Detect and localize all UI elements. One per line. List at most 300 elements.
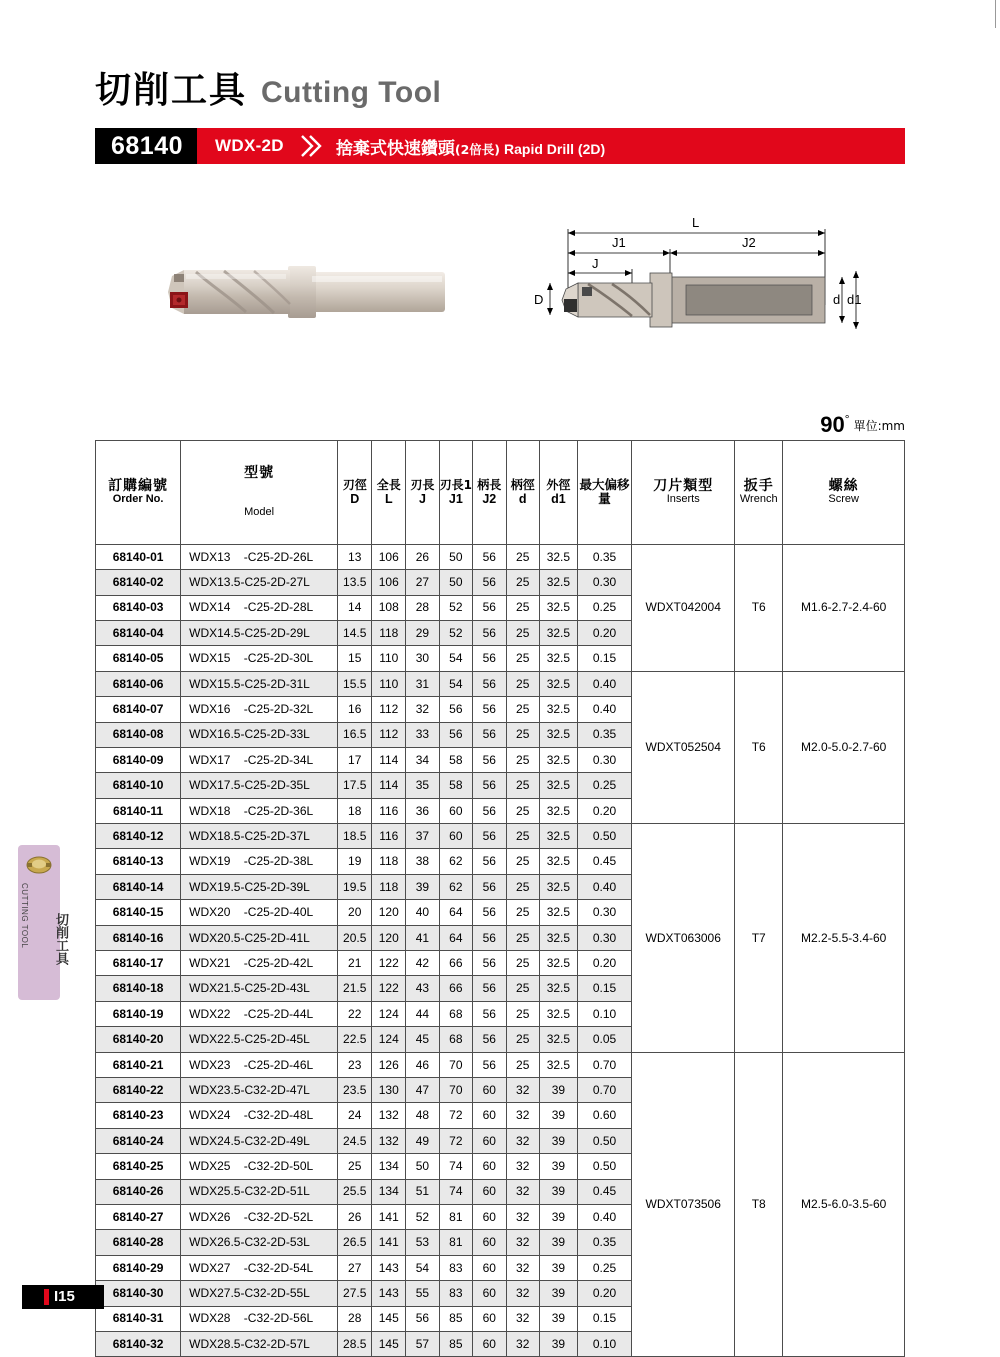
header-L-sym: L bbox=[384, 491, 393, 506]
cell-J: 45 bbox=[406, 1027, 439, 1052]
cell-J2: 60 bbox=[473, 1103, 506, 1128]
cell-order: 68140-26 bbox=[96, 1179, 181, 1204]
cell-J1: 52 bbox=[439, 620, 472, 645]
cell-L: 141 bbox=[372, 1230, 406, 1255]
dim-label-D: D bbox=[534, 292, 544, 307]
cell-L: 118 bbox=[372, 849, 406, 874]
cell-order: 68140-09 bbox=[96, 747, 181, 772]
cell-J: 48 bbox=[406, 1103, 439, 1128]
cell-model: WDX15 -C25-2D-30L bbox=[181, 646, 338, 671]
cell-D: 22.5 bbox=[338, 1027, 372, 1052]
cell-D: 27.5 bbox=[338, 1281, 372, 1306]
cell-d: 32 bbox=[506, 1281, 539, 1306]
cell-off: 0.10 bbox=[577, 1001, 632, 1026]
cell-J: 52 bbox=[406, 1204, 439, 1229]
header-inserts bbox=[632, 441, 735, 545]
cell-off: 0.70 bbox=[577, 1078, 632, 1103]
cell-d: 25 bbox=[506, 798, 539, 823]
page-title-en: Cutting Tool bbox=[261, 76, 442, 109]
cell-J: 51 bbox=[406, 1179, 439, 1204]
cell-d1: 32.5 bbox=[539, 646, 577, 671]
cell-d: 25 bbox=[506, 1027, 539, 1052]
cell-L: 118 bbox=[372, 874, 406, 899]
cell-J2: 56 bbox=[473, 671, 506, 696]
cell-J2: 60 bbox=[473, 1204, 506, 1229]
cell-model: WDX20 -C25-2D-40L bbox=[181, 900, 338, 925]
cell-J2: 56 bbox=[473, 900, 506, 925]
cell-d: 32 bbox=[506, 1255, 539, 1280]
cell-J2: 56 bbox=[473, 544, 506, 569]
cell-J2: 56 bbox=[473, 976, 506, 1001]
cell-off: 0.35 bbox=[577, 1230, 632, 1255]
cell-L: 120 bbox=[372, 925, 406, 950]
cell-order: 68140-29 bbox=[96, 1255, 181, 1280]
cell-order: 68140-18 bbox=[96, 976, 181, 1001]
cell-J1: 64 bbox=[439, 925, 472, 950]
cell-D: 17.5 bbox=[338, 773, 372, 798]
header-J bbox=[406, 441, 439, 545]
cell-J1: 70 bbox=[439, 1052, 472, 1077]
cell-J2: 56 bbox=[473, 798, 506, 823]
cell-d1: 32.5 bbox=[539, 1052, 577, 1077]
cell-J1: 62 bbox=[439, 874, 472, 899]
cell-D: 25.5 bbox=[338, 1179, 372, 1204]
cell-L: 145 bbox=[372, 1306, 406, 1331]
cell-d1: 39 bbox=[539, 1331, 577, 1356]
cell-screw: M1.6-2.7-2.4-60 bbox=[783, 544, 905, 671]
cell-d: 32 bbox=[506, 1078, 539, 1103]
cell-J2: 56 bbox=[473, 722, 506, 747]
cell-d1: 32.5 bbox=[539, 722, 577, 747]
cell-J1: 52 bbox=[439, 595, 472, 620]
cell-D: 18.5 bbox=[338, 824, 372, 849]
cell-J2: 56 bbox=[473, 1027, 506, 1052]
series-header-bar bbox=[95, 128, 905, 164]
cell-D: 16 bbox=[338, 697, 372, 722]
header-screw-en: Screw bbox=[828, 493, 859, 506]
product-photo bbox=[150, 250, 480, 350]
cell-off: 0.35 bbox=[577, 544, 632, 569]
cell-d1: 32.5 bbox=[539, 874, 577, 899]
cell-D: 18 bbox=[338, 798, 372, 823]
header-order-no-cn: 訂購編號 bbox=[108, 477, 169, 494]
cell-J: 39 bbox=[406, 874, 439, 899]
cell-d: 25 bbox=[506, 570, 539, 595]
cell-d1: 39 bbox=[539, 1230, 577, 1255]
cell-order: 68140-10 bbox=[96, 773, 181, 798]
cell-L: 114 bbox=[372, 747, 406, 772]
cell-d: 25 bbox=[506, 976, 539, 1001]
cell-d: 25 bbox=[506, 900, 539, 925]
cell-J2: 56 bbox=[473, 824, 506, 849]
cell-L: 118 bbox=[372, 620, 406, 645]
cell-off: 0.40 bbox=[577, 1204, 632, 1229]
header-L bbox=[372, 441, 406, 545]
cell-d1: 32.5 bbox=[539, 697, 577, 722]
cell-D: 28 bbox=[338, 1306, 372, 1331]
cell-d: 32 bbox=[506, 1154, 539, 1179]
cell-model: WDX27 -C32-2D-54L bbox=[181, 1255, 338, 1280]
header-model bbox=[181, 441, 338, 545]
cell-model: WDX16 -C25-2D-32L bbox=[181, 697, 338, 722]
cell-order: 68140-17 bbox=[96, 951, 181, 976]
cell-J: 53 bbox=[406, 1230, 439, 1255]
cell-d1: 39 bbox=[539, 1255, 577, 1280]
cell-J1: 54 bbox=[439, 646, 472, 671]
cell-L: 108 bbox=[372, 595, 406, 620]
cell-model: WDX21.5-C25-2D-43L bbox=[181, 976, 338, 1001]
cell-d1: 39 bbox=[539, 1306, 577, 1331]
cell-J2: 56 bbox=[473, 773, 506, 798]
cell-J2: 56 bbox=[473, 951, 506, 976]
dim-label-J2: J2 bbox=[742, 235, 756, 250]
cell-d: 32 bbox=[506, 1179, 539, 1204]
cell-J: 40 bbox=[406, 900, 439, 925]
cell-order: 68140-08 bbox=[96, 722, 181, 747]
cell-D: 21.5 bbox=[338, 976, 372, 1001]
dim-label-d1: d1 bbox=[847, 292, 862, 307]
cell-model: WDX14 -C25-2D-28L bbox=[181, 595, 338, 620]
cell-J1: 85 bbox=[439, 1331, 472, 1356]
header-J1-cn: 刃長1 bbox=[439, 478, 473, 493]
cell-J1: 81 bbox=[439, 1230, 472, 1255]
cell-order: 68140-28 bbox=[96, 1230, 181, 1255]
cell-model: WDX26 -C32-2D-52L bbox=[181, 1204, 338, 1229]
cell-model: WDX28 -C32-2D-56L bbox=[181, 1306, 338, 1331]
cell-J: 32 bbox=[406, 697, 439, 722]
cell-d1: 32.5 bbox=[539, 976, 577, 1001]
cell-J2: 60 bbox=[473, 1230, 506, 1255]
dim-label-J1: J1 bbox=[612, 235, 626, 250]
cell-d1: 32.5 bbox=[539, 570, 577, 595]
cell-off: 0.20 bbox=[577, 620, 632, 645]
cell-J2: 60 bbox=[473, 1128, 506, 1153]
cell-model: WDX19 -C25-2D-38L bbox=[181, 849, 338, 874]
cell-J1: 54 bbox=[439, 671, 472, 696]
cell-off: 0.60 bbox=[577, 1103, 632, 1128]
cell-d1: 39 bbox=[539, 1078, 577, 1103]
cell-L: 106 bbox=[372, 570, 406, 595]
header-wrench bbox=[735, 441, 783, 545]
header-inserts-cn: 刀片類型 bbox=[653, 477, 714, 494]
cell-J: 50 bbox=[406, 1154, 439, 1179]
cell-model: WDX22.5-C25-2D-45L bbox=[181, 1027, 338, 1052]
header-order-no-en: Order No. bbox=[112, 493, 164, 506]
cell-model: WDX26.5-C32-2D-53L bbox=[181, 1230, 338, 1255]
dim-label-L: L bbox=[692, 215, 700, 230]
cell-d: 32 bbox=[506, 1230, 539, 1255]
cell-d1: 32.5 bbox=[539, 544, 577, 569]
cell-J1: 62 bbox=[439, 849, 472, 874]
cell-off: 0.20 bbox=[577, 1281, 632, 1306]
cell-d: 25 bbox=[506, 595, 539, 620]
table-row bbox=[96, 1052, 905, 1077]
header-max-offset bbox=[577, 441, 632, 545]
cell-model: WDX19.5-C25-2D-39L bbox=[181, 874, 338, 899]
dim-label-J: J bbox=[592, 256, 599, 271]
cell-J2: 56 bbox=[473, 747, 506, 772]
cell-order: 68140-07 bbox=[96, 697, 181, 722]
cell-D: 22 bbox=[338, 1001, 372, 1026]
cell-screw: M2.5-6.0-3.5-60 bbox=[783, 1052, 905, 1357]
cell-J1: 68 bbox=[439, 1001, 472, 1026]
cell-J: 33 bbox=[406, 722, 439, 747]
cell-J1: 58 bbox=[439, 747, 472, 772]
cell-order: 68140-21 bbox=[96, 1052, 181, 1077]
cell-d1: 39 bbox=[539, 1204, 577, 1229]
cell-order: 68140-15 bbox=[96, 900, 181, 925]
cell-J: 37 bbox=[406, 824, 439, 849]
cell-L: 122 bbox=[372, 976, 406, 1001]
cell-model: WDX21 -C25-2D-42L bbox=[181, 951, 338, 976]
cell-J: 54 bbox=[406, 1255, 439, 1280]
cell-D: 24 bbox=[338, 1103, 372, 1128]
header-screw-cn: 螺絲 bbox=[828, 477, 859, 494]
header-J-sym: J bbox=[418, 491, 426, 506]
cell-model: WDX16.5-C25-2D-33L bbox=[181, 722, 338, 747]
cell-L: 126 bbox=[372, 1052, 406, 1077]
cell-J1: 58 bbox=[439, 773, 472, 798]
cell-d: 25 bbox=[506, 1052, 539, 1077]
cell-off: 0.20 bbox=[577, 798, 632, 823]
cell-J: 42 bbox=[406, 951, 439, 976]
cell-model: WDX13.5-C25-2D-27L bbox=[181, 570, 338, 595]
cell-model: WDX17 -C25-2D-34L bbox=[181, 747, 338, 772]
cell-d1: 32.5 bbox=[539, 798, 577, 823]
specification-table bbox=[95, 440, 905, 1357]
cell-J2: 60 bbox=[473, 1281, 506, 1306]
cell-d: 25 bbox=[506, 824, 539, 849]
cell-J2: 56 bbox=[473, 595, 506, 620]
cell-order: 68140-22 bbox=[96, 1078, 181, 1103]
header-order-no bbox=[96, 441, 181, 545]
cell-order: 68140-16 bbox=[96, 925, 181, 950]
cell-D: 15 bbox=[338, 646, 372, 671]
cell-D: 19 bbox=[338, 849, 372, 874]
cell-wrench: T6 bbox=[735, 671, 783, 823]
cell-J2: 56 bbox=[473, 570, 506, 595]
cell-order: 68140-03 bbox=[96, 595, 181, 620]
header-inserts-en: Inserts bbox=[666, 493, 700, 506]
cell-J: 31 bbox=[406, 671, 439, 696]
cell-model: WDX14.5-C25-2D-29L bbox=[181, 620, 338, 645]
cell-order: 68140-25 bbox=[96, 1154, 181, 1179]
cell-J2: 56 bbox=[473, 925, 506, 950]
cell-order: 68140-31 bbox=[96, 1306, 181, 1331]
cell-d: 32 bbox=[506, 1306, 539, 1331]
cell-J2: 60 bbox=[473, 1154, 506, 1179]
page-title-cn: 切削工具 bbox=[95, 70, 248, 111]
cell-d1: 32.5 bbox=[539, 1001, 577, 1026]
cell-off: 0.35 bbox=[577, 722, 632, 747]
cell-off: 0.30 bbox=[577, 747, 632, 772]
cell-d: 32 bbox=[506, 1204, 539, 1229]
cell-J: 55 bbox=[406, 1281, 439, 1306]
header-D bbox=[338, 441, 372, 545]
cell-d: 25 bbox=[506, 620, 539, 645]
cell-J2: 60 bbox=[473, 1331, 506, 1356]
unit-note: 單位:mm bbox=[853, 418, 905, 433]
cell-D: 23 bbox=[338, 1052, 372, 1077]
cell-J: 30 bbox=[406, 646, 439, 671]
cell-J2: 56 bbox=[473, 620, 506, 645]
cell-D: 16.5 bbox=[338, 722, 372, 747]
cell-off: 0.10 bbox=[577, 1331, 632, 1356]
header-model-en: Model bbox=[244, 506, 275, 519]
series-description bbox=[328, 134, 605, 159]
cell-L: 110 bbox=[372, 671, 406, 696]
series-description-cn-small: (2倍長) bbox=[454, 141, 501, 157]
cell-J: 43 bbox=[406, 976, 439, 1001]
cell-wrench: T6 bbox=[735, 544, 783, 671]
cell-L: 112 bbox=[372, 697, 406, 722]
header-d1-cn: 外徑 bbox=[546, 478, 571, 493]
cell-model: WDX24 -C32-2D-48L bbox=[181, 1103, 338, 1128]
cell-off: 0.50 bbox=[577, 1154, 632, 1179]
cell-D: 17 bbox=[338, 747, 372, 772]
cell-d1: 32.5 bbox=[539, 900, 577, 925]
cell-L: 130 bbox=[372, 1078, 406, 1103]
cell-off: 0.50 bbox=[577, 1128, 632, 1153]
cell-off: 0.40 bbox=[577, 671, 632, 696]
cell-order: 68140-30 bbox=[96, 1281, 181, 1306]
cell-model: WDX18.5-C25-2D-37L bbox=[181, 824, 338, 849]
technical-drawing bbox=[520, 205, 880, 365]
cell-D: 26 bbox=[338, 1204, 372, 1229]
cell-d1: 32.5 bbox=[539, 849, 577, 874]
cell-L: 134 bbox=[372, 1154, 406, 1179]
cell-L: 116 bbox=[372, 798, 406, 823]
cell-D: 13 bbox=[338, 544, 372, 569]
cell-J1: 72 bbox=[439, 1103, 472, 1128]
cell-J2: 56 bbox=[473, 1001, 506, 1026]
cell-d: 25 bbox=[506, 849, 539, 874]
table-row bbox=[96, 824, 905, 849]
cell-off: 0.30 bbox=[577, 570, 632, 595]
header-d-cn: 柄徑 bbox=[510, 478, 535, 493]
cell-model: WDX13 -C25-2D-26L bbox=[181, 544, 338, 569]
cell-off: 0.25 bbox=[577, 595, 632, 620]
cell-order: 68140-14 bbox=[96, 874, 181, 899]
cell-L: 145 bbox=[372, 1331, 406, 1356]
cell-order: 68140-01 bbox=[96, 544, 181, 569]
cell-d: 32 bbox=[506, 1331, 539, 1356]
cell-model: WDX18 -C25-2D-36L bbox=[181, 798, 338, 823]
page-title bbox=[95, 62, 441, 113]
cell-L: 141 bbox=[372, 1204, 406, 1229]
cell-J2: 60 bbox=[473, 1255, 506, 1280]
cell-D: 26.5 bbox=[338, 1230, 372, 1255]
cell-D: 14.5 bbox=[338, 620, 372, 645]
cell-d: 25 bbox=[506, 646, 539, 671]
cell-off: 0.30 bbox=[577, 900, 632, 925]
cell-off: 0.20 bbox=[577, 951, 632, 976]
cell-model: WDX28.5-C32-2D-57L bbox=[181, 1331, 338, 1356]
cell-d: 25 bbox=[506, 951, 539, 976]
cell-J: 28 bbox=[406, 595, 439, 620]
cell-J1: 70 bbox=[439, 1078, 472, 1103]
side-tab-label-cn: 切削工具 bbox=[53, 913, 68, 965]
header-d1 bbox=[539, 441, 577, 545]
cell-order: 68140-13 bbox=[96, 849, 181, 874]
cell-d1: 39 bbox=[539, 1103, 577, 1128]
cell-d1: 39 bbox=[539, 1281, 577, 1306]
cell-L: 132 bbox=[372, 1128, 406, 1153]
cell-order: 68140-06 bbox=[96, 671, 181, 696]
cell-L: 132 bbox=[372, 1103, 406, 1128]
cell-off: 0.45 bbox=[577, 1179, 632, 1204]
cell-model: WDX22 -C25-2D-44L bbox=[181, 1001, 338, 1026]
cell-J: 47 bbox=[406, 1078, 439, 1103]
cell-J1: 72 bbox=[439, 1128, 472, 1153]
cell-off: 0.70 bbox=[577, 1052, 632, 1077]
cell-d1: 32.5 bbox=[539, 671, 577, 696]
cell-J: 29 bbox=[406, 620, 439, 645]
cell-J: 34 bbox=[406, 747, 439, 772]
header-J1-sym: J1 bbox=[448, 491, 463, 506]
cell-L: 110 bbox=[372, 646, 406, 671]
cell-off: 0.15 bbox=[577, 646, 632, 671]
page-footer bbox=[22, 1285, 104, 1309]
cell-J2: 56 bbox=[473, 646, 506, 671]
cell-model: WDX17.5-C25-2D-35L bbox=[181, 773, 338, 798]
cell-J: 26 bbox=[406, 544, 439, 569]
cell-J1: 74 bbox=[439, 1179, 472, 1204]
cell-insert: WDXT063006 bbox=[632, 824, 735, 1053]
cutting-tool-icon bbox=[25, 853, 53, 877]
cell-J1: 83 bbox=[439, 1255, 472, 1280]
cell-model: WDX15.5-C25-2D-31L bbox=[181, 671, 338, 696]
side-tab-label-en: CUTTING TOOL bbox=[20, 883, 29, 949]
cell-off: 0.50 bbox=[577, 824, 632, 849]
header-L-cn: 全長 bbox=[376, 478, 401, 493]
cell-L: 124 bbox=[372, 1001, 406, 1026]
header-model-cn: 型號 bbox=[244, 465, 275, 482]
cell-D: 27 bbox=[338, 1255, 372, 1280]
cell-J1: 64 bbox=[439, 900, 472, 925]
table-body bbox=[96, 544, 905, 1357]
page-number: I15 bbox=[54, 1288, 75, 1305]
cell-insert: WDXT042004 bbox=[632, 544, 735, 671]
cell-off: 0.45 bbox=[577, 849, 632, 874]
cell-L: 116 bbox=[372, 824, 406, 849]
cell-L: 124 bbox=[372, 1027, 406, 1052]
cell-off: 0.15 bbox=[577, 976, 632, 1001]
side-tab bbox=[18, 845, 68, 1000]
cell-d1: 39 bbox=[539, 1154, 577, 1179]
cell-order: 68140-11 bbox=[96, 798, 181, 823]
header-J2-sym: J2 bbox=[482, 491, 497, 506]
cell-d: 25 bbox=[506, 773, 539, 798]
cell-model: WDX24.5-C32-2D-49L bbox=[181, 1128, 338, 1153]
cell-insert: WDXT073506 bbox=[632, 1052, 735, 1357]
angle-unit-note bbox=[820, 412, 905, 438]
cell-screw: M2.0-5.0-2.7-60 bbox=[783, 671, 905, 823]
header-J1 bbox=[439, 441, 472, 545]
cell-off: 0.30 bbox=[577, 925, 632, 950]
cell-d: 25 bbox=[506, 747, 539, 772]
cell-order: 68140-19 bbox=[96, 1001, 181, 1026]
series-description-en: Rapid Drill (2D) bbox=[504, 140, 606, 157]
cell-D: 25 bbox=[338, 1154, 372, 1179]
series-code: 68140 bbox=[95, 128, 197, 164]
table-header-row bbox=[96, 441, 905, 545]
cell-order: 68140-05 bbox=[96, 646, 181, 671]
cell-off: 0.40 bbox=[577, 874, 632, 899]
cell-L: 143 bbox=[372, 1255, 406, 1280]
cell-d: 25 bbox=[506, 697, 539, 722]
cell-order: 68140-20 bbox=[96, 1027, 181, 1052]
